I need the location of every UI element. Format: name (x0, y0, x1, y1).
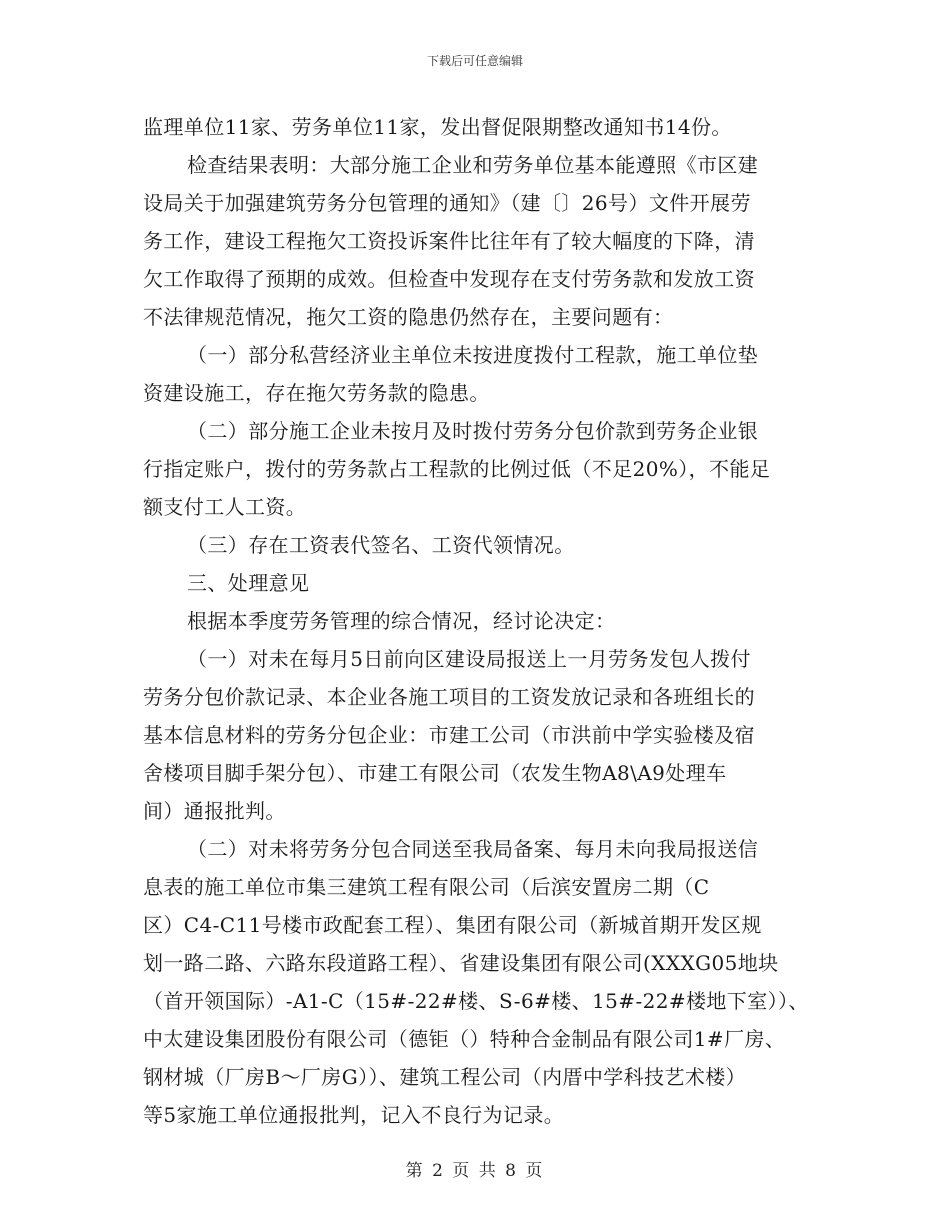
body-line: 划一路二路、六路东段道路工程）、省建设集团有限公司(XXXG05地块 (143, 951, 779, 975)
body-line: （一）部分私营经济业主单位未按进度拨付工程款，施工单位垫 (187, 343, 759, 367)
body-line: 区）C4-C11号楼市政配套工程）、集团有限公司（新城首期开发区规 (143, 913, 762, 937)
body-line: 务工作，建设工程拖欠工资投诉案件比往年有了较大幅度的下降，清 (143, 229, 755, 253)
body-line: （首开领国际）-A1-C（15#-22#楼、S-6#楼、15#-22#楼地下室））、 (143, 989, 809, 1013)
body-line: 设局关于加强建筑劳务分包管理的通知》（建〔〕26号）文件开展劳 (143, 191, 751, 215)
body-line: 根据本季度劳务管理的综合情况，经讨论决定： (187, 609, 616, 633)
body-line: 欠工作取得了预期的成效。但检查中发现存在支付劳务款和发放工资 (143, 267, 755, 291)
header-note: 下载后可任意编辑 (426, 54, 523, 68)
body-line: 钢材城（厂房B～厂房G））、建筑工程公司（内厝中学科技艺术楼） (143, 1065, 747, 1089)
section-heading: 三、处理意见 (187, 571, 310, 595)
body-line: 等5家施工单位通报批判，记入不良行为记录。 (143, 1103, 565, 1127)
page-number: 第 2 页 共 8 页 (405, 1161, 545, 1181)
body-line: 劳务分包价款记录、本企业各施工项目的工资发放记录和各班组长的 (143, 685, 755, 709)
document-body (143, 108, 808, 1134)
body-line: 检查结果表明：大部分施工企业和劳务单位基本能遵照《市区建 (187, 153, 759, 177)
body-line: （二）部分施工企业未按月及时拨付劳务分包价款到劳务企业银 (187, 419, 759, 443)
body-line: （三）存在工资表代签名、工资代领情况。 (187, 533, 575, 557)
body-line: 监理单位11家、劳务单位11家，发出督促限期整改通知书14份。 (143, 115, 732, 139)
body-line: 行指定账户，拨付的劳务款占工程款的比例过低（不足20%），不能足 (143, 457, 771, 481)
body-line: （一）对未在每月5日前向区建设局报送上一月劳务发包人拨付 (187, 647, 751, 671)
body-line: 间）通报批判。 (143, 799, 286, 823)
body-line: 息表的施工单位市集三建筑工程有限公司（后滨安置房二期（C (143, 875, 710, 899)
body-line: 额支付工人工资。 (143, 495, 307, 519)
body-line: 资建设施工，存在拖欠劳务款的隐患。 (143, 381, 490, 405)
body-line: 舍楼项目脚手架分包）、市建工有限公司（农发生物A8\A9处理车 (143, 761, 727, 785)
body-line: 中太建设集团股份有限公司（德钜（）特种合金制品有限公司1#厂房、 (143, 1027, 786, 1051)
body-line: （二）对未将劳务分包合同送至我局备案、每月未向我局报送信 (187, 837, 759, 861)
body-line: 基本信息材料的劳务分包企业：市建工公司（市洪前中学实验楼及宿 (143, 723, 755, 747)
body-line: 不法律规范情况，拖欠工资的隐患仍然存在，主要问题有： (143, 305, 674, 329)
